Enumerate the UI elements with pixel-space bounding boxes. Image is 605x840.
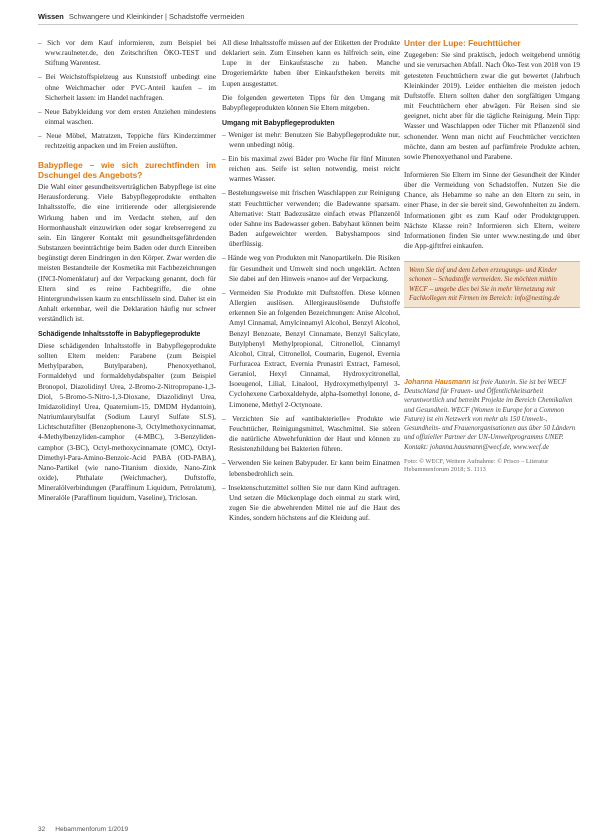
body-paragraph: Die Wahl einer gesundheitsverträglichen Babypflege ist eine Herausforderung. Viele Babypflegeprodukte enthalten Inhaltsstoffe, die eine irritierende oder allergisierende Wirkung haben und im Verdacht stehen, auf den Hormonhaushalt einzuwirken oder sogar krebserregend zu sein. Ein längerer Kontakt mit gesundheitsgefährdenden Substanzen beeinträchtige beim Baden oder durch Einreiben begünstigt deren Eindringen in den Körper. Zwar werden die meisten Bestandteile der Kosmetika mit Fachbezeichnungen (INCI-Nomenklatur) auf der Verpackung genannt, doch für Eltern sind es reine Fachbegriffe, die ohne Hintergrundwissen kaum zu entschlüsseln sind. Daher ist ein Anhalt erkennbar, weil die Deklaration häufig nur schwer verständlich ist. <box>38 183 216 324</box>
page-footer <box>38 824 578 836</box>
list-item: – Weniger ist mehr: Benutzen Sie Babypflegeprodukte nur, wenn unbedingt nötig. <box>222 130 400 149</box>
list-item: – Neue Möbel, Matratzen, Teppiche fürs Kinderzimmer rechtzeitig anpacken und im Freien auslüften. <box>38 132 216 151</box>
section-heading-babypflege: Babypflege – wie sich zurechtfinden im Dschungel des Angebots? <box>38 159 216 180</box>
body-paragraph: All diese Inhaltsstoffe müssen auf der Etiketten der Produkte deklariert sein. Zum Einsehen kann es hilfreich sein, eine Lupe in der Einkaufstasche zu haben. Manche Drogeriemärkte haben über Einkaufstheken bereits mit Lupen ausgestattet. <box>222 39 400 88</box>
subheading-inhaltsstoffe: Schädigende Inhaltsstoffe in Babypflegeprodukte <box>38 331 201 339</box>
section-subtitle: Schwangere und Kleinkinder | Schadstoffe vermeiden <box>68 12 245 21</box>
list-item: – Hände weg von Produkten mit Nanopartikeln. Die Risiken für Gesundheit und Umwelt sind noch ungeklärt. Achten Sie dabei auf den Hinweis »nano« auf der Verpackung. <box>222 254 400 283</box>
body-paragraph: Zugegeben: Sie sind praktisch, jedoch weitgehend unnötig und sie verursachen Abfall. Nach Öko-Test von 2018 von 19 getesteten Feuchttüchern zwar die gut bewertet (Jahrbuch Kleinkinder 2019). Leider enthielten die meisten jedoch Duftstoffe. Eltern sollten daher den sorgfältigen Umgang mit Feuchttüchern eher abwägen. Für Reisen sind sie geeignet, nicht aber für die tägliche Reinigung. Mein Tipp: Wasser und Waschlappen oder Tücher mit Pflanzenöl sind schonender. Wenn man nicht auf Feuchttücher verzichten möchte, dann am besten auf parfümfreie Produkte achten, sowie Phenoxyethanol und Parabene. <box>404 51 580 161</box>
subheading-umgang: Umgang mit Babypflegeprodukten <box>222 120 335 128</box>
list-item: – Sich vor dem Kauf informieren, zum Beispiel bei www.raulneter.de, den Zeitschriften ÖKO-TEST und Stiftung Warentest. <box>38 39 216 68</box>
running-header <box>38 10 598 24</box>
header-divider <box>38 24 578 25</box>
column-middle <box>222 38 400 527</box>
column-left <box>38 38 216 507</box>
section-heading-feuchttuecher: Unter der Lupe: Feuchttücher <box>404 38 521 48</box>
list-item: – Insektenschutzmittel sollten Sie nur dann Kind auftragen. Und setzen die Mückenplage doch einmal zu stark wird, zugen Sie die abwehrenden Mittel nie auf die Haut des Kindes, sondern höchstens auf die Kleidung auf. <box>222 483 400 523</box>
section-label: Wissen <box>38 12 64 21</box>
list-item: – Bei Weichstoffspielzeug aus Kunststoff unbedingt eine ohne Weichmacher oder PVC-Anteil kaufen – im Sicherheit lassen: im Handel nachfragen. <box>38 73 216 102</box>
column-right <box>404 38 580 475</box>
list-item: – Verzichten Sie auf »antibakterielle« Produkte wie Feuchttücher, Reinigungsmittel, Waschmittel. Sie stören die natürliche Abwehrfunktion der Haut und können zu Resistenzbildung bei Bakterien führen. <box>222 414 400 454</box>
list-item: – Neue Babykleidung vor dem ersten Anziehen mindestens einmal waschen. <box>38 107 216 127</box>
journal-name: Hebammenforum 1/2019 <box>55 826 129 833</box>
highlight-box: Wenn Sie tief und dem Leben erzeugungs- und Kinder schonen – Schadstoffe vermeiden. Sie möchten mithin WECF – umgebe dies bei Sie in mehr Vernetzung mit Fachkollegen mit Firmen im Bereich: info@nesting.de <box>404 261 580 308</box>
list-item: – Ein bis maximal zwei Bäder pro Woche für fünf Minuten reichen aus. Seife ist selten notwendig, meist reicht warmes Wasser. <box>222 155 400 184</box>
author-bio-text: ist freie Autorin. Sie ist bei WECF Deutschland für Frauen- und Öffentlichkeitsarbeit verantwortlich und betreibt Projekte im Bereich Chemikalien und Gesundheit. WECF (Women in Europe for a Common Future) ist ein Netzwerk von mehr als 150 Umwelt-, Gesundheits- und Frauenorganisationen aus über 50 Ländern und offizieller Partner der UN-Umweltprogramms UNEP. Kontakt: johanna.hausmann@wecf.de, www.wecf.de <box>404 379 576 451</box>
body-paragraph: Die folgenden gewerteten Tipps für den Umgang mit Babypflegeprodukten können Sie Eltern mitgeben. <box>222 93 400 112</box>
author-bio <box>404 378 580 452</box>
body-paragraph: Informieren Sie Eltern im Sinne der Gesundheit der Kinder über die Vermeidung von Schadstoffen. Nutzen Sie die Chance, als Hebamme so nahe an den Eltern zu sein, in einer Phase, in der sie bereit sind, Gewohnheiten zu ändern. Informationen gibt es zum Kauf oder Produktgruppen. Nächste Klasse rein? Informieren sich Eltern, weitere Informationen finden Sie unter www.nesting.de und über die App-gifttfrei einkaufen. <box>404 171 580 251</box>
page-number: 32 <box>38 826 46 833</box>
list-item: – Bestehungsweise mit frischen Waschlappen zur Reinigung statt Feuchttücher verwenden; die Badewanne sparsam. Alternative: Statt Badezusätze einfach etwas Pflanzenöl oder Sahne ins Badewasser geben. Babyhaut können beim Baden aufgeweichter werden. Babyshampoos sind überflüssig. <box>222 189 400 249</box>
list-item: – Verwenden Sie keinen Babypuder. Er kann beim Einatmen lebensbedrohlich sein. <box>222 459 400 478</box>
source-note: Foto: © WECF, Weitere Aufnahme: © Prisco – Literatur Hebammenforum 2018; S. 1113 <box>404 457 549 474</box>
body-paragraph: Diese schädigenden Inhaltsstoffe in Babypflegeprodukte sollten Eltern meiden: Parabene (zum Beispiel Methylparaben, Butylparaben), Phenoxyethanol, Formaldehyd und formaldehydabspalter (zum Beispiel Bronopol, Diazolidinyl Urea, 2-Bromo-2-Nitropropane-1,3-Diol, 5-Bromo-5-Nitro-1,3-Dioxane, Diazolidinyl Urea, Imidazolidinyl Urea, Quaternium-15, DMDM Hydantoin), Natriumlaurylsulfat (Sodium Lauryl Sulfate SLS), Lichtschutzfilter (Benzophenone-3, Octylmethoxycinnamat, 4-Methylbenzyliden-camphor (4-MBC), 3-Benzyliden-camphor (3-BC), Octyl-methoxycinnamate (OMC), Octyl-Dimethyl-Para-Amino-Benzoic-Acid PABA (OD-PABA), Nano-Partikel (wie nano-Titanium dioxide, Nano-Zink oxide), Phthalate (Weichmacher), Duftstoffe, Mineralölverbindungen (Paraffinum Liquidum, Petrolatum), Mineralöle (Paraffinum liquidum, Vaseline), Triclosan. <box>38 341 216 503</box>
author-name: Johanna Hausmann <box>404 379 471 387</box>
list-item: – Vermeiden Sie Produkte mit Duftstoffen. Diese können Allergien auslösen. Allergieauslösende Duftstoffe erkennen Sie an folgenden Bezeichnungen: Anise Alcohol, Amyl Cinnamal, Amylcinnamyl Alcohol, Benzyl Alcohol, Benzyl Benzoate, Benzyl Cinnamate, Benzyl Salicylate, Butylphenyl Methylpropional, Citronellol, Cinnamyl Alcohol, Citral, Citronellol, Coumarin, Eugenol, Evernia Furfuracea Extract, Evernia Prunastri Extract, Farnesol, Geraniol, Hexyl Cinnamal, Hydroxycitronellal, Isoeugenol, Lilial, Linalool, Hydroxymethylpentyl 3-Cyclohexene Carboxaldehyde, alpha-Isomethyl Ionone, d-Limonene, Methyl 2-Octynoate. <box>222 288 400 409</box>
